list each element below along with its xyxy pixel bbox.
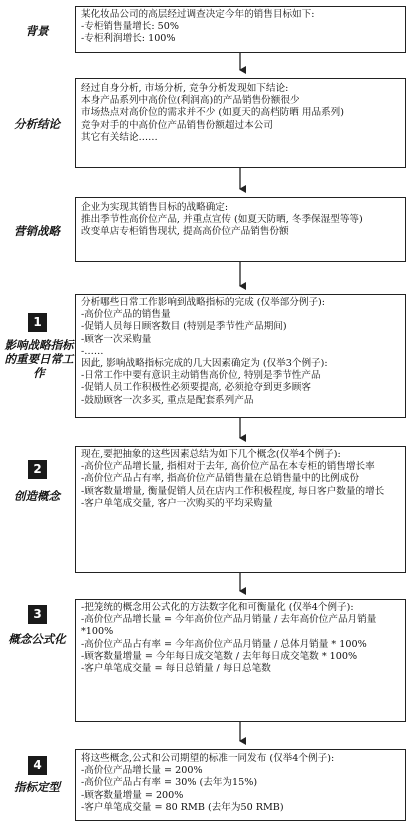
stage-line: 分析哪些日常工作影响到战略指标的完成 (仅举部分例子): [81, 297, 326, 308]
stage-line: -…… [81, 345, 104, 357]
stage-line: -顾客数量增量 = 200% [81, 789, 184, 801]
stage-label-daily-work: 影响战略指标的重要日常工作 [4, 338, 74, 380]
stage-line: -顾客数量增量, 衡量促销人员在店内工作积极程度, 每日客户数量的增长 [81, 485, 385, 497]
stage-line: 本身产品系列中高价位(利润高)的产品销售份额很少 [81, 95, 300, 107]
stage-line: -顾客数量增量 = 今年每日成交笔数 / 去年每日成交笔数 * 100% [81, 650, 358, 662]
stage-line: 市场热点对高价位的需求并不少 (如夏天的高档防晒 用品系列) [81, 107, 345, 119]
stage-line: -高价位产品占有率 = 今年高价位产品月销量 / 总体月销量 * 100% [81, 638, 367, 650]
stage-label-finalize: 指标定型 [14, 780, 60, 794]
stage-line: 企业为实现其销售目标的战略确定: [81, 202, 229, 213]
stage-line: -客户单笔成交量 = 每日总销量 / 每日总笔数 [81, 663, 271, 675]
stage-line: -客户单笔成交量, 客户一次购买的平均采购量 [81, 497, 273, 509]
stage-label-background: 背景 [25, 24, 49, 38]
stage-box-analysis [75, 78, 406, 168]
stage-box-concepts [75, 446, 406, 573]
stage-line: -高价位产品增长量, 指相对于去年, 高价位产品在本专柜的销售增长率 [81, 461, 375, 473]
stage-box-daily-work [75, 294, 406, 418]
stage-line: -专柜销售量增长: 50% [81, 21, 180, 33]
stage-box-finalize [75, 749, 406, 821]
step-number-4: 4 [28, 756, 47, 775]
stage-line: -高价位产品占有率, 指高价位产品销售量在总销售量中的比例成份 [81, 473, 359, 485]
stage-line: 因此, 影响战略指标完成的几大因素确定为 (仅举3个例子): [81, 358, 328, 370]
stage-line: 改变单店专柜销售现状, 提高高价位产品销售份额 [81, 226, 289, 238]
stage-line: -专柜利润增长: 100% [81, 33, 176, 45]
stage-line: 现在,要把抽象的这些因素总结为如下几个概念(仅举4个例子): [81, 449, 341, 460]
stage-line: -促销人员每日顾客数目 (特别是季节性产品期间) [81, 321, 287, 333]
stage-line: 某化妆品公司的高层经过调查决定今年的销售目标如下: [81, 9, 315, 20]
stage-label-formulas: 概念公式化 [8, 632, 66, 646]
stage-line: -高价位产品增长量 = 今年高价位产品月销量 / 去年高价位产品月销量 *100% [81, 614, 377, 638]
stage-line: 竞争对手的中高价位产品销售份额超过本公司 [81, 119, 273, 131]
stage-label-concepts: 创造概念 [14, 489, 60, 503]
stage-line: 推出季节性高价位产品, 并重点宣传 (如夏天防晒, 冬季保湿型等等) [81, 214, 363, 226]
stage-line: -把笼统的概念用公式化的方法数字化和可衡量化 (仅举4个例子): [81, 602, 354, 613]
stage-line: 其它有关结论…… [81, 131, 158, 143]
stage-box-strategy [75, 197, 406, 262]
step-number-1: 1 [28, 313, 47, 332]
stage-line: -日常工作中要有意识主动销售高价位, 特别是季节性产品 [81, 370, 321, 382]
stage-line: -高价位产品的销售量 [81, 309, 171, 321]
stage-line: -高价位产品增长量 = 200% [81, 765, 203, 777]
step-number-2: 2 [28, 460, 47, 479]
stage-label-analysis: 分析结论 [14, 117, 60, 131]
stage-line: -顾客一次采购量 [81, 333, 152, 345]
step-number-3: 3 [28, 605, 47, 624]
stage-box-formulas [75, 599, 406, 722]
stage-line: -鼓励顾客一次多买, 重点是配套系列产品 [81, 394, 254, 406]
stage-box-background [75, 6, 406, 53]
stage-line: -客户单笔成交量 = 80 RMB (去年为50 RMB) [81, 801, 284, 813]
stage-label-strategy: 营销战略 [14, 224, 60, 238]
stage-line: -促销人员工作积极性必须要提高, 必须抢夺到更多顾客 [81, 382, 311, 394]
stage-line: 经过自身分析, 市场分析, 竞争分析发现如下结论: [81, 83, 289, 94]
stage-line: 将这些概念,公式和公司期望的标准一同发布 (仅举4个例子): [81, 753, 335, 764]
stage-line: -高价位产品占有率 = 30% (去年为15%) [81, 777, 258, 789]
